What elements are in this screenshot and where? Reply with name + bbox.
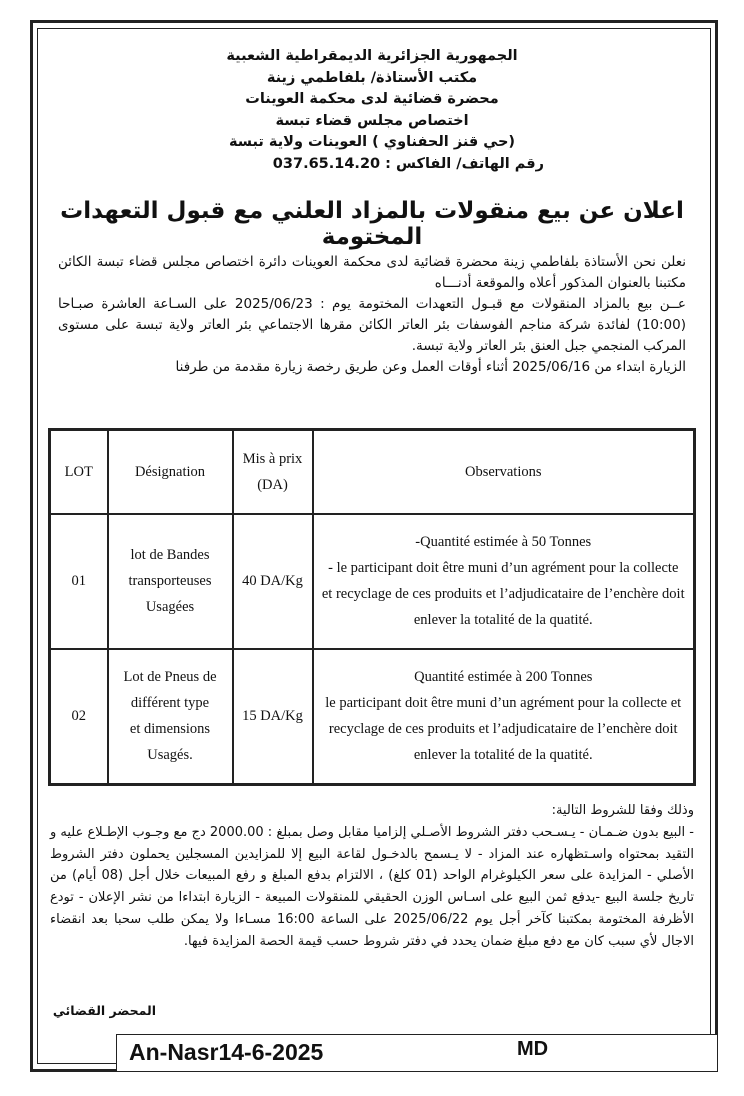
designation-line: transporteuses: [128, 573, 212, 590]
col-header-designation: Désignation: [108, 430, 233, 515]
initials-label: MD: [517, 1038, 549, 1060]
observation-line: le participant doit être muni d’un agrément pour la collecte et: [325, 695, 682, 712]
observation-line: enlever la totalité de la quatité.: [413, 747, 593, 764]
letterhead: [50, 46, 694, 175]
phone-line: رقم الهاتف/ الفاكس : 037.65.14.20: [272, 155, 544, 172]
table-row: [50, 649, 695, 785]
source-label: An-Nasr14-6-2025: [129, 1039, 324, 1065]
observation-line: enlever la totalité de la quatité.: [413, 612, 593, 629]
observation-line: -Quantité estimée à 50 Tonnes: [415, 534, 592, 551]
observation-line: recyclage de ces produits et l’adjudicataire de l’enchère doit: [328, 721, 678, 738]
designation-cell: [108, 514, 233, 649]
intro-paragraph: الزيارة ابتداء من 2025/06/16 أثناء أوقات العمل وعن طريق رخصة زيارة مقدمة من طرفنا: [175, 359, 686, 375]
col-header-observations: Observations: [313, 430, 695, 515]
col-header-price: Mis à prix (DA): [233, 430, 313, 515]
observations-cell: [313, 649, 695, 785]
intro-paragraph: عــن بيع بالمزاد المنقولات مع قبـول التعهدات المختومة يوم : 2025/06/23 على السـاعة العاشرة صبـاحا (10:00) لفائدة شركة مناجم الفوسفات بئر العاتر الكائن مقرها الاجتماعي بئر العاتر ولاية تبسة على مستوى المركب المنجمي جبل العنق بئر العاتر ولاية تبسة.: [58, 296, 686, 354]
conditions-intro: وذلك وفقا للشروط التالية:: [551, 803, 694, 818]
observation-line: et recyclage de ces produits et l’adjudicataire de l’enchère doit: [321, 586, 685, 603]
designation-line: Usagés.: [147, 747, 193, 764]
address-line: (حي قنز الحفناوي ) العوينات ولاية تبسة: [228, 134, 516, 150]
lot-number: 01: [50, 514, 108, 649]
designation-line: et dimensions: [129, 721, 211, 738]
designation-line: lot de Bandes: [130, 547, 210, 564]
conditions-body: - البيع بدون ضـمـان - يـسـحب دفتر الشروط الأصـلي إلزاميا مقابل وصل بمبلغ : 2000.00 دج مع وجـوب الإطـلاع عليه و التقيد بمحتواه واسـتظهاره عند المزاد - لا يـسمح بالدخـول لقاعة البيع إلا للمزايدين المسجلين يحملون دفتر الشروط الأصلي - المزايدة على سعر الكيلوغرام الواحد (01 كلغ) ، الالتزام بدفع المبلغ و رفع المبيعات خلال أجل (08 أيام) من تاريخ جلسة البيع -يدفع ثمن البيع على اسـاس الوزن الحقيقي للمنقولات المبيعة - الزيارة ابتداءا من نشر الإعلان - تودع الأظرفة المختومة بمكتبنا كآخر أجل يوم 2025/06/22 على الساعة 16:00 مسـاءا ولا يمكن طلب سحبا بعد انقضاء الاجال لأي سبب كان مع دفع مبلغ ضمان يحدد في دفتر شروط حسب قيمة الحصة المزايدة فيها.: [50, 824, 695, 949]
price-cell: 15 DA/Kg: [233, 649, 313, 785]
republic-line: الجمهورية الجزائرية الديمقراطية الشعبية: [226, 48, 518, 64]
observation-line: - le participant doit être muni d’un agrément pour la collecte: [328, 560, 679, 577]
intro-paragraph: نعلن نحن الأستاذة بلفاطمي زينة محضرة قضائية لدى محكمة العوينات دائرة اختصاص مجلس قضاء تبسة الكائن مكتبنا بالعنوان المذكور أعلاه والموقعة أدنـــاه: [58, 254, 686, 291]
table-row: [50, 514, 695, 649]
observation-line: Quantité estimée à 200 Tonnes: [414, 669, 593, 686]
col-header-lot: LOT: [50, 430, 108, 515]
footer-box: [116, 1034, 718, 1072]
lots-table: [48, 428, 696, 786]
jurisdiction-line: اختصاص مجلس قضاء تبسة: [275, 112, 469, 129]
designation-line: Usagées: [145, 599, 195, 616]
table-header-row: [50, 430, 695, 515]
signer-label: المحضر القضائي: [52, 1003, 156, 1018]
office-line: مكتب الأستاذة/ بلفاطمي زينة: [266, 69, 478, 86]
observations-cell: [313, 514, 695, 649]
designation-line: différent type: [130, 695, 210, 712]
designation-cell: [108, 649, 233, 785]
intro-text: [58, 252, 686, 378]
price-cell: 40 DA/Kg: [233, 514, 313, 649]
lot-number: 02: [50, 649, 108, 785]
notice-title: اعلان عن بيع منقولات بالمزاد العلني مع قبول التعهدات المختومة: [60, 198, 684, 250]
court-line: محضرة قضائية لدى محكمة العوينات: [245, 91, 499, 107]
designation-line: Lot de Pneus de: [123, 669, 217, 686]
conditions-text: [50, 800, 694, 953]
